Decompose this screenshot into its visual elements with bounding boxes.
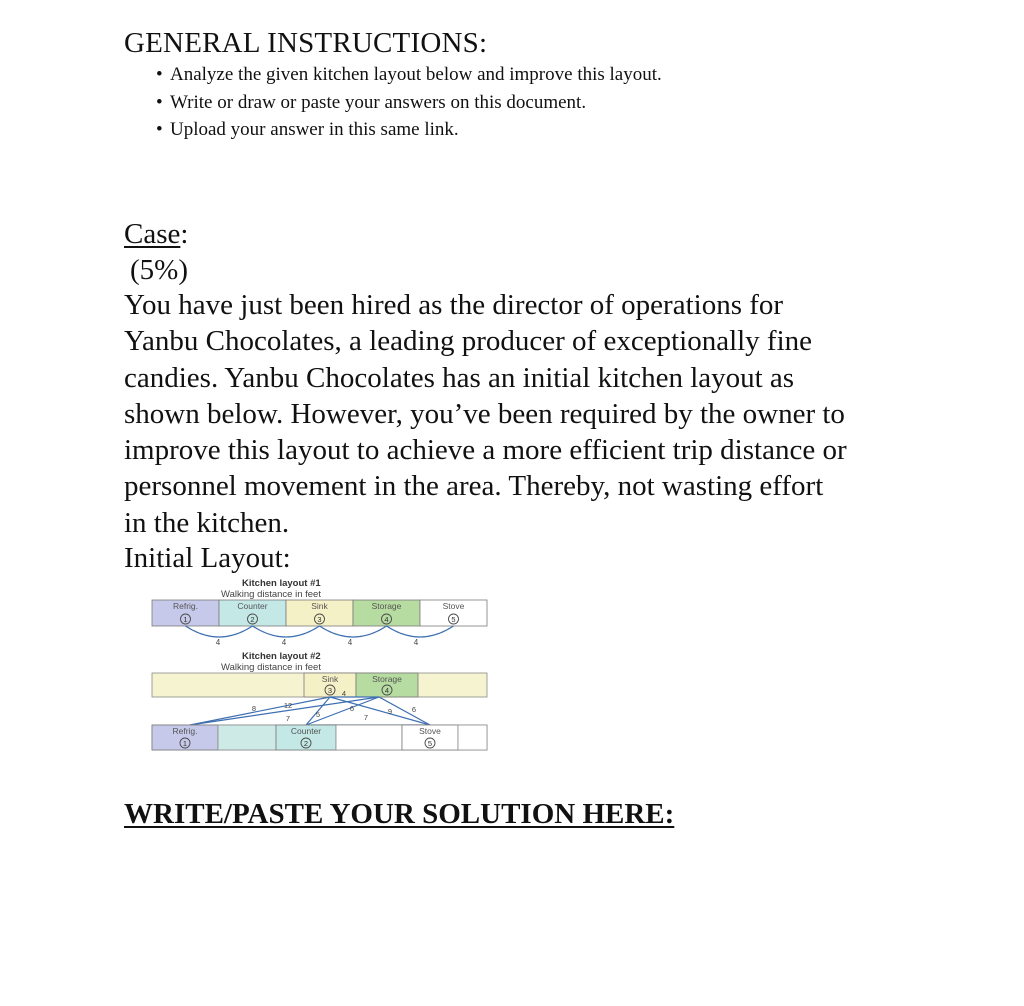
layout1-station-number: 4 (384, 615, 389, 624)
instruction-text: Analyze the given kitchen layout below and improve this layout. (170, 64, 662, 85)
layout2-station-number: 1 (182, 739, 188, 748)
solution-heading: WRITE/PASTE YOUR SOLUTION HERE: (124, 798, 675, 830)
layout2-distance-label: 8 (251, 704, 257, 713)
instruction-item (156, 89, 662, 117)
layout2-distance-label: 9 (387, 707, 393, 716)
layout2-distance-label: 4 (341, 689, 347, 698)
layout1-distance-label: 4 (413, 638, 419, 647)
layout1-distance-label: 4 (215, 638, 221, 647)
layout2-station-label: Storage (372, 674, 402, 684)
case-description (124, 287, 924, 541)
kitchen-layout-diagram (148, 575, 498, 757)
layout2-distance-label: 5 (315, 710, 321, 719)
case-label-colon: : (180, 218, 189, 250)
layout2-station-number: 5 (427, 739, 433, 748)
initial-layout-label: Initial Layout: (124, 542, 291, 574)
case-description-line: Yanbu Chocolates, a leading producer of exceptionally fine (124, 325, 813, 358)
case-description-line: You have just been hired as the director of operations for (124, 289, 784, 321)
case-weight: (5%) (130, 254, 188, 286)
layout2-top-row (152, 673, 487, 697)
layout2-station-label: Stove (419, 726, 441, 736)
layout2-subtitle: Walking distance in feet (221, 662, 321, 673)
layout2-counter-gap (218, 725, 276, 750)
layout1-station-label: Sink (311, 601, 328, 611)
layout1-stations (152, 600, 487, 626)
layout2-station-number: 4 (384, 686, 390, 695)
layout1-station-label: Stove (442, 601, 465, 611)
general-instructions-heading: GENERAL INSTRUCTIONS: (124, 27, 488, 59)
instruction-item (156, 116, 662, 144)
kitchen-layout-figure (148, 575, 498, 757)
layout2-distance-label: 7 (285, 714, 291, 723)
layout1-distance-label: 4 (347, 638, 353, 647)
layout2-empty-bay (336, 725, 402, 750)
layout2-station-number: 3 (327, 686, 333, 695)
case-description-line: in the kitchen. (124, 506, 290, 539)
layout1-distance-label: 4 (281, 638, 287, 647)
instruction-text: Upload your answer in this same link. (170, 119, 459, 140)
layout2-distance-label: 12 (283, 701, 293, 710)
layout1-title: Kitchen layout #1 (242, 578, 321, 589)
instructions-list (156, 61, 662, 144)
instruction-text: Write or draw or paste your answers on this document. (170, 91, 587, 113)
layout1-station-label: Storage (371, 601, 402, 611)
layout2-distance-label: 6 (411, 705, 417, 714)
layout1-subtitle: Walking distance in feet (221, 589, 321, 600)
layout2-end-bay (458, 725, 487, 750)
layout1-station-label: Counter (237, 601, 268, 611)
case-description-line: shown below. However, you’ve been required by the owner to (124, 397, 845, 430)
case-label-text: Case (124, 218, 181, 250)
layout2-bottom-row (152, 725, 487, 750)
instruction-item (156, 61, 662, 89)
layout2-title: Kitchen layout #2 (242, 651, 321, 662)
layout1-station-number: 2 (250, 615, 255, 624)
layout1-station-number: 5 (451, 615, 456, 624)
layout2-station-label: Sink (321, 674, 339, 684)
case-description-line: improve this layout to achieve a more efficient trip distance or (124, 434, 847, 467)
layout2-distance-label: 7 (363, 713, 369, 722)
layout2-station-number: 2 (303, 739, 309, 748)
layout1-station-number: 1 (183, 615, 188, 624)
layout2-station-label: Counter (290, 726, 322, 736)
layout2-distance-label: 6 (349, 704, 355, 713)
layout2-station-label: Refrig. (172, 726, 198, 736)
layout1-station-label: Refrig. (172, 601, 199, 611)
case-label (124, 217, 188, 251)
layout1-station-number: 3 (317, 615, 322, 624)
case-description-line: candies. Yanbu Chocolates has an initial kitchen layout as (124, 361, 795, 394)
case-description-line: personnel movement in the area. Thereby, not wasting effort (124, 470, 824, 503)
